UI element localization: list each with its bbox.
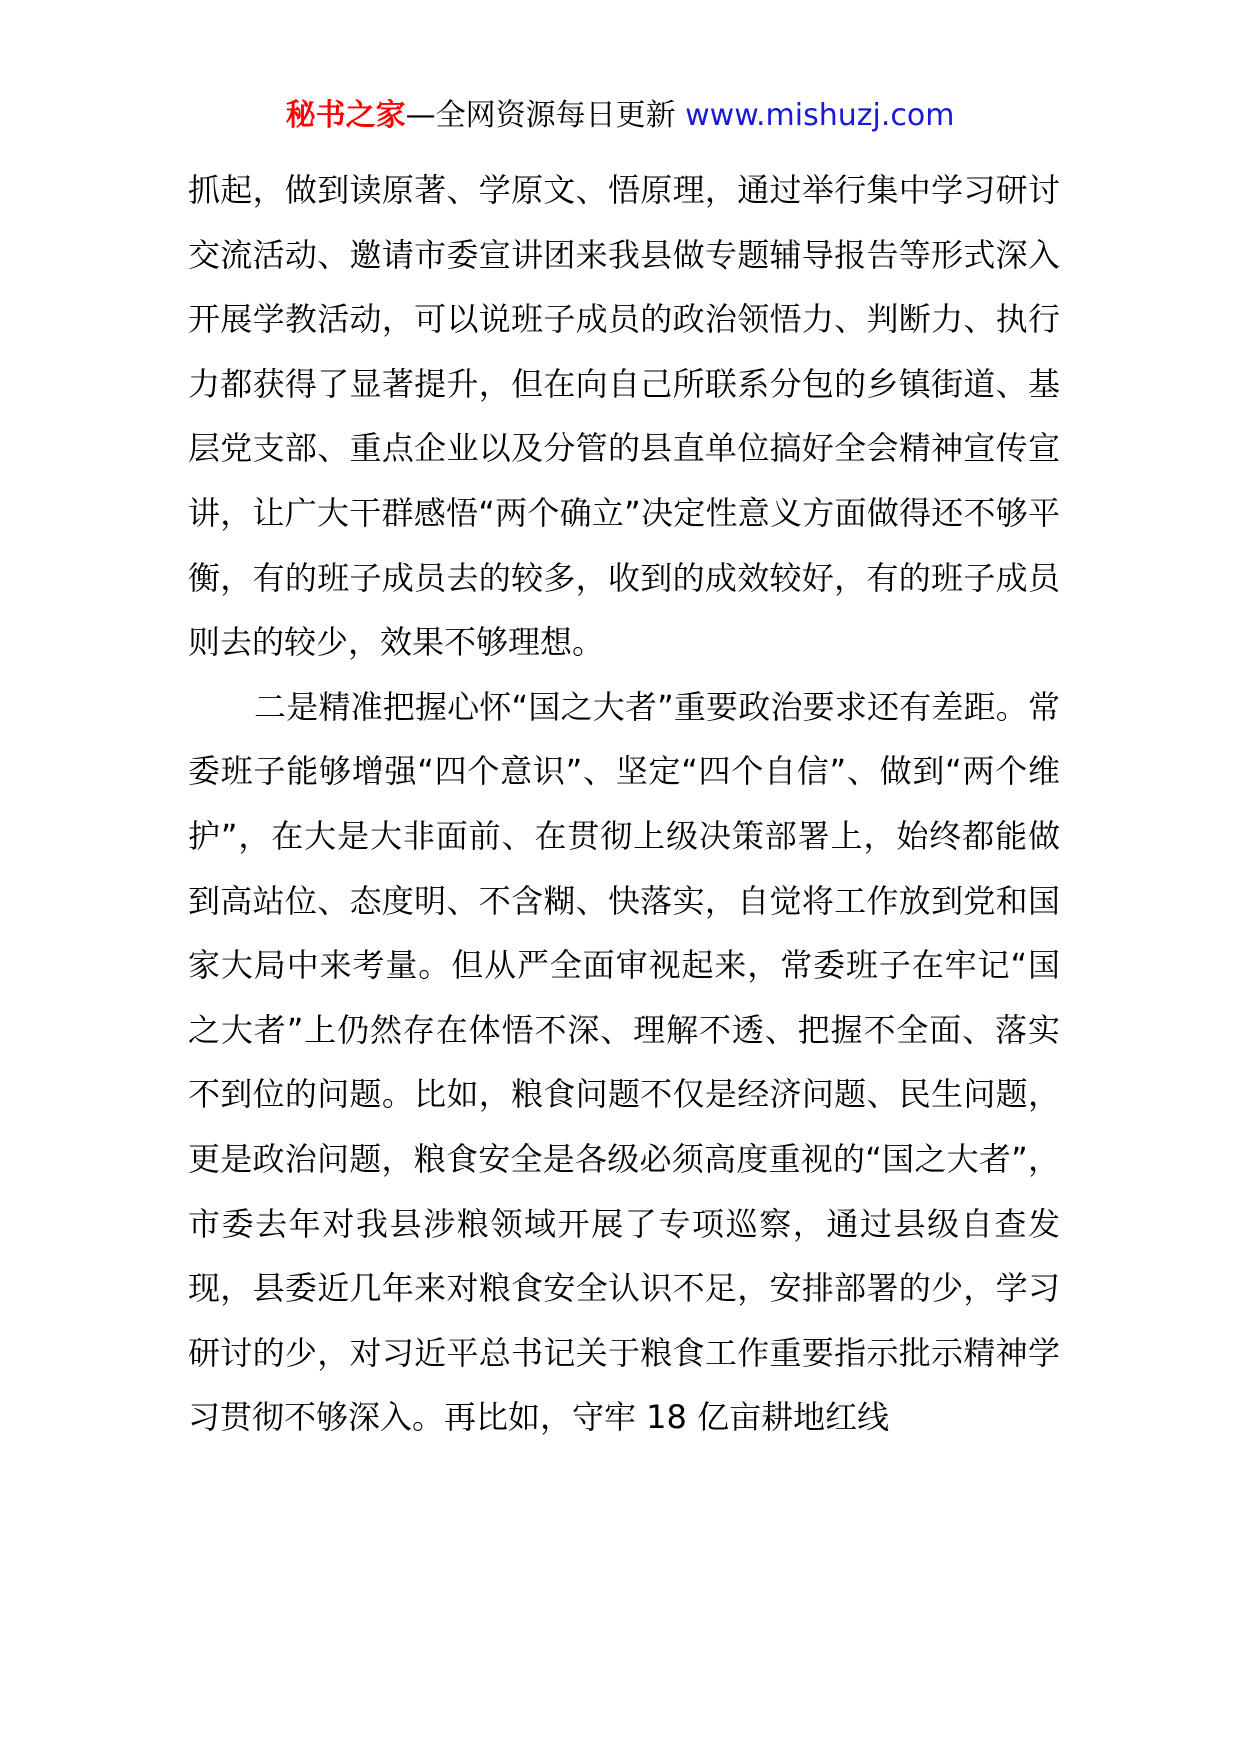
site-brand: 秘书之家 <box>285 98 406 133</box>
paragraph-continued: 抓起，做到读原著、学原文、悟原理，通过举行集中学习研讨交流活动、邀请市委宣讲团来我县做专题辅导报告等形式深入开展学教活动，可以说班子成员的政治领悟力、判断力、执行力都获得了显著提升，但在向自己所联系分包的乡镇街道、基层党支部、重点企业以及分管的县直单位搞好全会精神宣传宣讲，让广大干群感悟“两个确立”决定性意义方面做得还不够平衡，有的班子成员去的较多，收到的成效较好，有的班子成员则去的较少，效果不够理想。 <box>188 171 1060 662</box>
site-tagline: —全网资源每日更新 <box>405 98 676 133</box>
paragraph-point-two: 二是精准把握心怀“国之大者”重要政治要求还有差距。常委班子能够增强“四个意识”、坚定“四个自信”、做到“两个维护”，在大是大非面前、在贯彻上级决策部署上，始终都能做到高站位、态度明、不含糊、快落实，自觉将工作放到党和国家大局中来考量。但从严全面审视起来，常委班子在牢记“国之大者”上仍然存在体悟不深、理解不透、把握不全面、落实不到位的问题。比如，粮食问题不仅是经济问题、民生问题，更是政治问题，粮食安全是各级必须高度重视的“国之大者”，市委去年对我县涉粮领域开展了专项巡察，通过县级自查发现，县委近几年来对粮食安全认识不足，安排部署的少，学习研讨的少，对习近平总书记关于粮食工作重要指示批示精神学习贯彻不够深入。再比如，守牢 18 亿亩耕地红线 <box>188 687 1060 1437</box>
site-url-link[interactable]: www.mishuzj.com <box>685 98 955 133</box>
page-header <box>0 96 1240 136</box>
document-body <box>188 158 1060 1450</box>
